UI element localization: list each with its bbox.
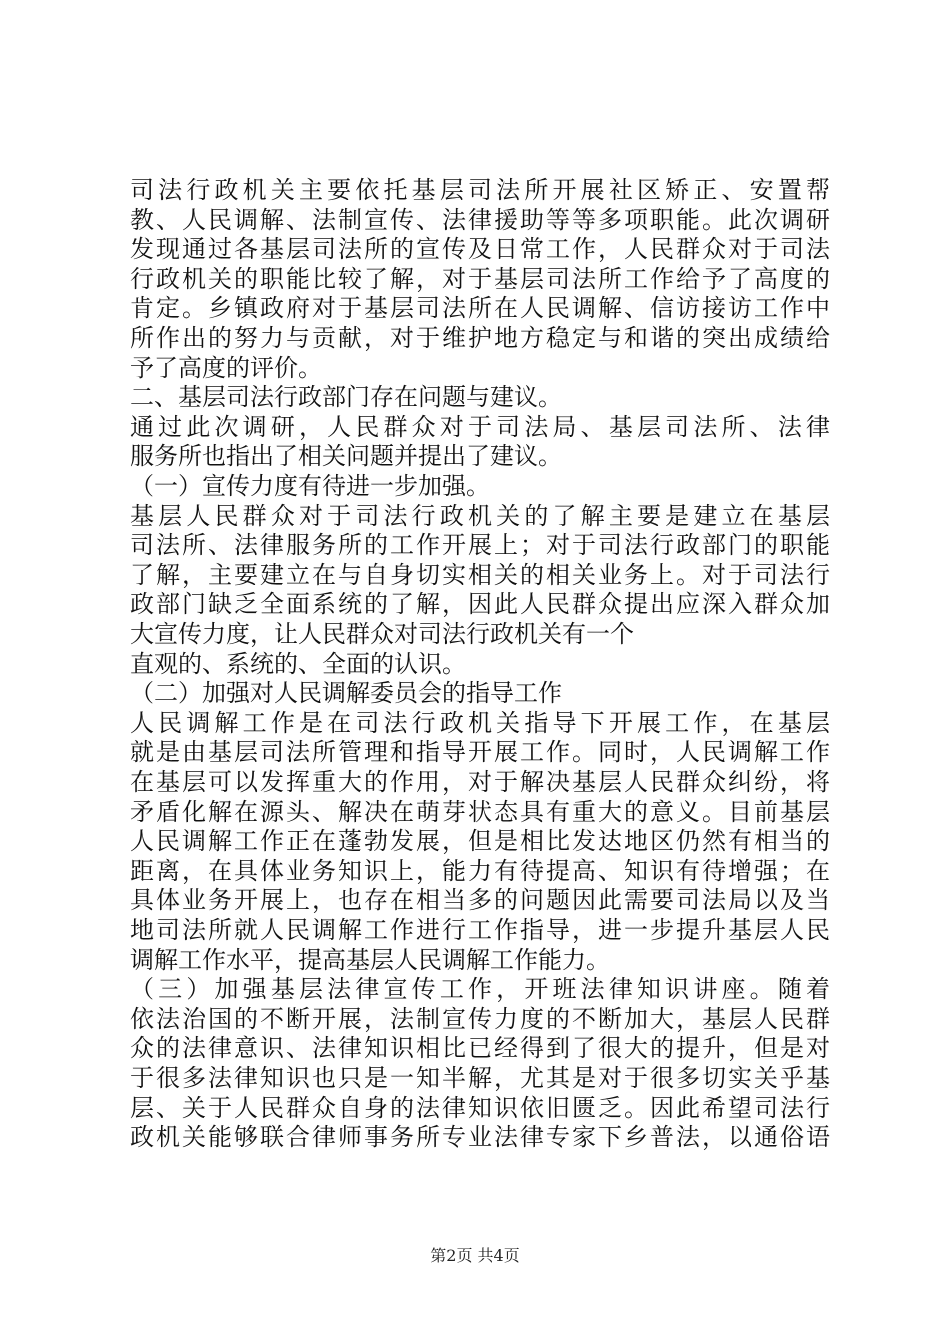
text-line: 通过此次调研，人民群众对于司法局、基层司法所、法律 [130,412,830,441]
subsection-heading: （一）宣传力度有待进一步加强。 [130,472,490,500]
text-line: 在基层可以发挥重大的作用，对于解决基层人民群众纠纷，将 [130,768,830,796]
text-line: 政机关能够联合律师事务所专业法律专家下乡普法，以通俗语 [130,1123,830,1152]
text-line: 层、关于人民群众自身的法律知识依旧匮乏。因此希望司法行 [130,1093,830,1122]
text-line: 直观的、系统的、全面的认识。 [130,649,466,678]
text-line: 距离，在具体业务知识上，能力有待提高、知识有待增强；在 [130,856,830,885]
section-heading: 二、基层司法行政部门存在问题与建议。 [130,383,562,412]
text-line: 具体业务开展上，也存在相当多的问题因此需要司法局以及当 [130,886,830,915]
text-line: 服务所也指出了相关问题并提出了建议。 [130,442,562,471]
text-line: 矛盾化解在源头、解决在萌芽状态具有重大的意义。目前基层 [130,797,830,826]
subsection-heading: （三）加强基层法律宣传工作，开班法律知识讲座。随着 [130,975,830,1004]
text-line: 予了高度的评价。 [130,353,322,382]
text-line: 所作出的努力与贡献，对于维护地方稳定与和谐的突出成绩给 [130,324,830,352]
text-line: 教、人民调解、法制宣传、法律援助等等多项职能。此次调研 [130,205,830,234]
text-line: 政部门缺乏全面系统的了解，因此人民群众提出应深入群众加 [130,590,830,619]
subsection-heading: （二）加强对人民调解委员会的指导工作 [130,679,562,708]
text-line: 行政机关的职能比较了解，对于基层司法所工作给予了高度的 [130,264,830,293]
text-line: 人民调解工作是在司法行政机关指导下开展工作，在基层 [130,708,830,737]
page-number-footer: 第2页 共4页 [430,1246,520,1265]
text-line: 于很多法律知识也只是一知半解，尤其是对于很多切实关乎基 [130,1064,830,1092]
text-line: 了解，主要建立在与自身切实相关的相关业务上。对于司法行 [130,560,830,589]
text-line: 就是由基层司法所管理和指导开展工作。同时，人民调解工作 [130,738,830,767]
text-line: 司法所、法律服务所的工作开展上；对于司法行政部门的职能 [130,531,830,560]
text-line: 发现通过各基层司法所的宣传及日常工作，人民群众对于司法 [130,235,830,264]
text-line: 调解工作水平，提高基层人民调解工作能力。 [130,945,610,974]
text-line: 人民调解工作正在蓬勃发展，但是相比发达地区仍然有相当的 [130,827,830,856]
text-line: 基层人民群众对于司法行政机关的了解主要是建立在基层 [130,501,830,530]
text-line: 依法治国的不断开展，法制宣传力度的不断加大，基层人民群 [130,1004,830,1033]
text-line: 地司法所就人民调解工作进行工作指导，进一步提升基层人民 [130,916,830,944]
text-line: 大宣传力度，让人民群众对司法行政机关有一个 [130,620,634,648]
text-line: 司法行政机关主要依托基层司法所开展社区矫正、安置帮 [130,176,830,204]
text-line: 肯定。乡镇政府对于基层司法所在人民调解、信访接访工作中 [130,294,830,323]
text-line: 众的法律意识、法律知识相比已经得到了很大的提升，但是对 [130,1034,830,1063]
